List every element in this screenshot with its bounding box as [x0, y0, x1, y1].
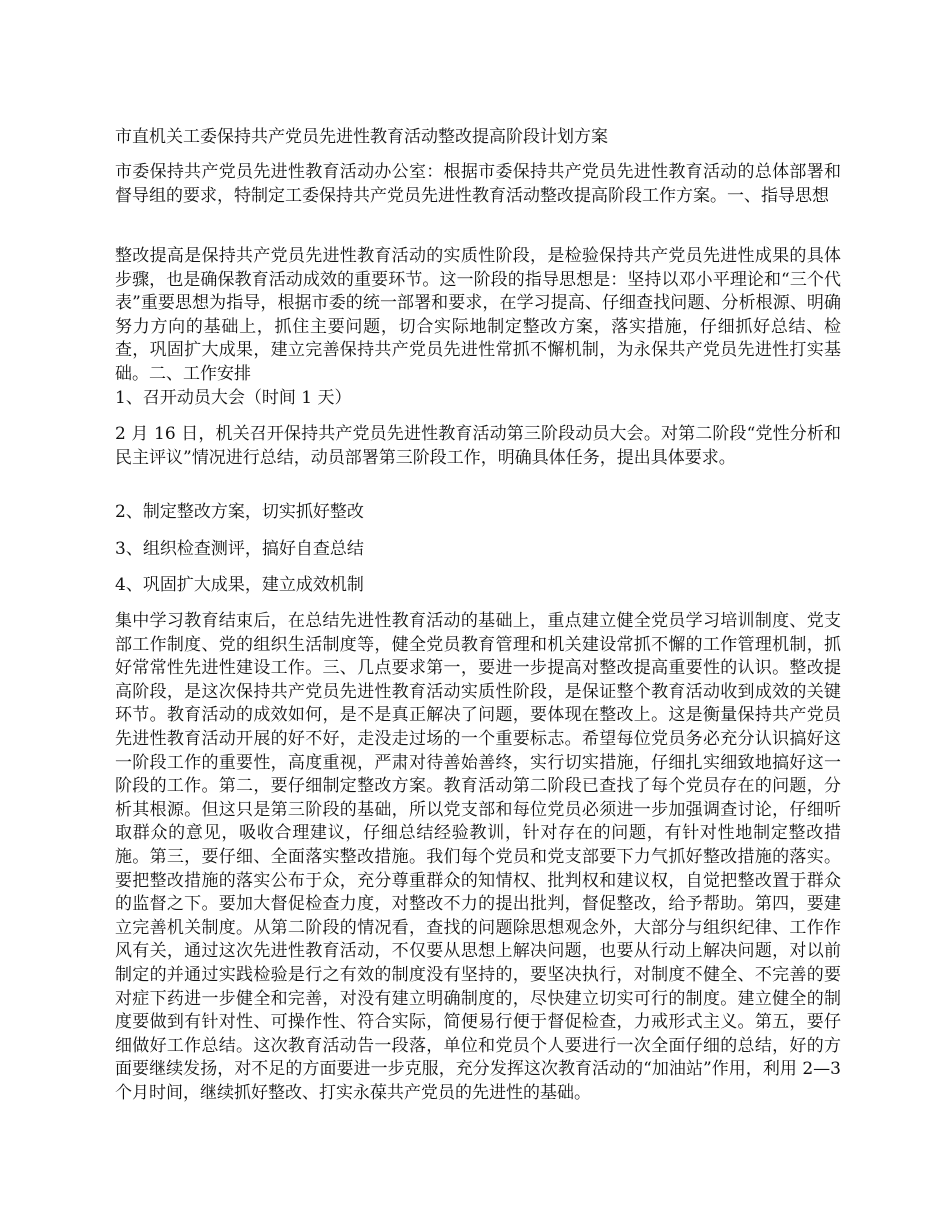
- paragraph-guiding-thought: 整改提高是保持共产党员先进性教育活动的实质性阶段，是检验保持共产党员先进性成果的具体步骤，也是确保教育活动成效的重要环节。这一阶段的指导思想是：坚持以邓小平理论和“三个代表”重要思想为指导，根据市委的统一部署和要求，在学习提高、仔细查找问题、分析根源、明确努力方向的基础上，抓住主要问题，切合实际地制定整改方案，落实措施，仔细抓好总结、检查，巩固扩大成果，建立完善保持共产党员先进性常抓不懈机制，为永保共产党员先进性打实基础。二、工作安排: [115, 246, 841, 384]
- paragraph-requirements: 集中学习教育结束后，在总结先进性教育活动的基础上，重点建立健全党员学习培训制度、党支部工作制度、党的组织生活制度等，健全党员教育管理和机关建设常抓不懈的工作管理机制，抓好常常性先进性建设工作。三、几点要求第一，要进一步提高对整改提高重要性的认识。整改提高阶段，是这次保持共产党员先进性教育活动实质性阶段，是保证整个教育活动收到成效的关键环节。教育活动的成效如何，是不是真正解决了问题，要体现在整改上。这是衡量保持共产党员先进性教育活动开展的好不好，走没走过场的一个重要标志。希望每位党员务必充分认识搞好这一阶段工作的重要性，高度重视，严肃对待善始善终，实行切实措施，仔细扎实细致地搞好这一阶段的工作。第二，要仔细制定整改方案。教育活动第二阶段已查找了每个党员存在的问题，分析其根源。但这只是第三阶段的基础，所以党支部和每位党员必须进一步加强调查讨论，仔细听取群众的意见，吸收合理建议，仔细总结经验教训，针对存在的问题，有针对性地制定整改措施。第三，要仔细、全面落实整改措施。我们每个党员和党支部要下力气抓好整改措施的落实。要把整改措施的落实公布于众，充分尊重群众的知情权、批判权和建议权，自觉把整改置于群众的监督之下。要加大督促检查力度，对整改不力的提出批判，督促整改，给予帮助。第四，要建立完善机关制度。从第二阶段的情况看，查找的问题除思想观念外，大部分与组织纪律、工作作风有关，通过这次先进性教育活动，不仅要从思想上解决问题，也要从行动上解决问题，对以前制定的并通过实践检验是行之有效的制度没有坚持的，要坚决执行，对制度不健全、不完善的要对症下药进一步健全和完善，对没有建立明确制度的，尽快建立切实可行的制度。建立健全的制度要做到有针对性、可操作性、符合实际，简便易行便于督促检查，力戒形式主义。第五，要仔细做好工作总结。这次教育活动告一段落，单位和党员个人要进行一次全面仔细的总结，好的方面要继续发扬，对不足的方面要进一步克服，充分发挥这次教育活动的“加油站”作用，利用 2—3 个月时间，继续抓好整改、打实永葆共产党员的先进性的基础。: [115, 611, 841, 1103]
- paragraph-mobilization-meeting: 2 月 16 日，机关召开保持共产党员先进性教育活动第三阶段动员大会。对第二阶段“党性分析和民主评议”情况进行总结，动员部署第三阶段工作，明确具体任务，提出具体要求。: [115, 424, 841, 468]
- paragraph-intro: 市委保持共产党员先进性教育活动办公室：根据市委保持共产党员先进性教育活动的总体部署和督导组的要求，特制定工委保持共产党员先进性教育活动整改提高阶段工作方案。一、指导思想: [115, 162, 841, 206]
- section-item-1: 1、召开动员大会（时间 1 天）: [115, 388, 352, 408]
- section-item-4: 4、巩固扩大成果，建立成效机制: [115, 575, 364, 595]
- document-title: 市直机关工委保持共产党员先进性教育活动整改提高阶段计划方案: [115, 127, 608, 147]
- section-item-2: 2、制定整改方案，切实抓好整改: [115, 502, 364, 522]
- section-item-3: 3、组织检查测评，搞好自查总结: [115, 539, 364, 559]
